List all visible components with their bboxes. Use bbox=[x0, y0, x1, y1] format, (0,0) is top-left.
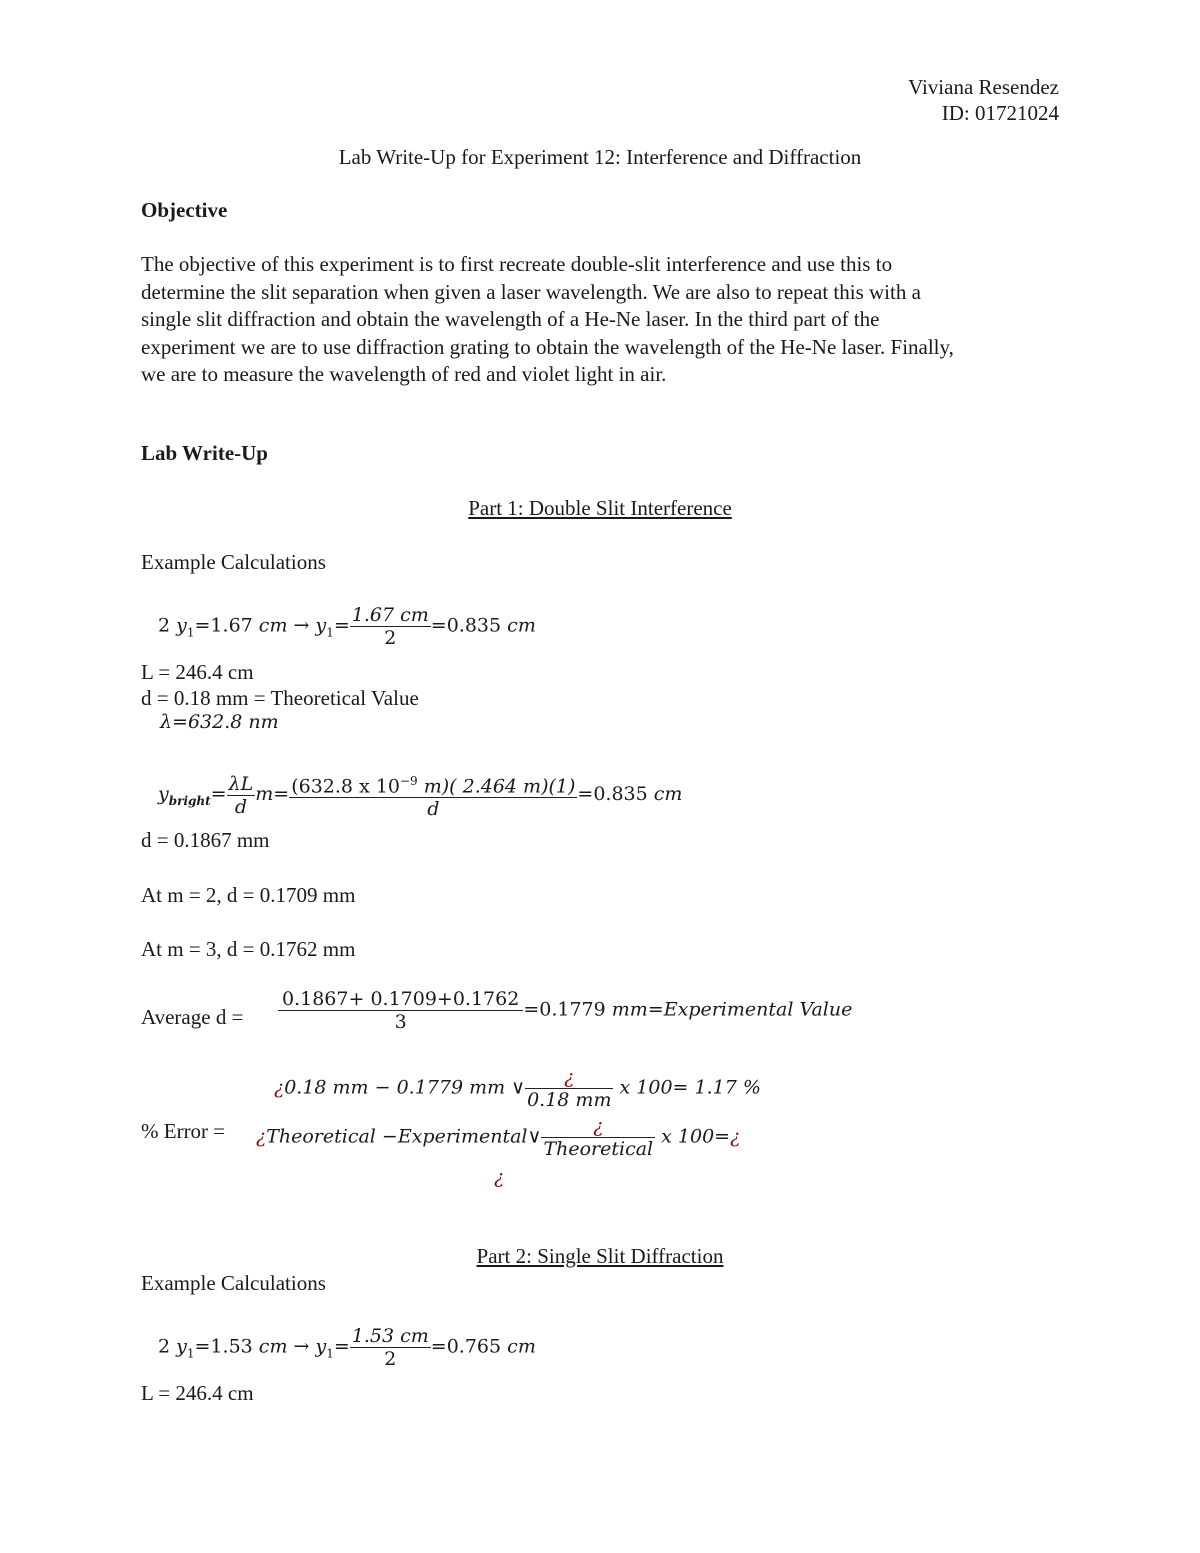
fraction: $\frac{¿}{\text{Theoretical}}$ bbox=[543, 1115, 654, 1160]
part1-m3-result: At m = 3, d = 0.1762 mm bbox=[141, 937, 356, 961]
percent-error-row2: ¿Theoretical −Experimental∨ $\frac{¿}{\text{Theoretical}}$ x 100=¿ bbox=[256, 1115, 741, 1160]
part1-equation-ybright: $y_{bright}=$ $\frac{\lambda L}{d}$ m= $\frac{(632.8 x 10^{-9} m)( 2.464 m)(1)}{d}$ =0.835 cm bbox=[158, 770, 682, 820]
part1-L-value: L = 246.4 cm bbox=[141, 660, 254, 684]
objective-line: single slit diffraction and obtain the wavelength of a He-Ne laser. In the third part of the bbox=[141, 307, 880, 331]
objective-line: determine the slit separation when given a laser wavelength. We are also to repeat this with a bbox=[141, 279, 921, 304]
author-name: Viviana Resendez bbox=[908, 75, 1059, 99]
fraction: $\frac{¿}{0.18 mm}$ bbox=[527, 1066, 612, 1111]
objective-heading: Objective bbox=[141, 198, 228, 222]
part2-L-value: L = 246.4 cm bbox=[141, 1381, 254, 1405]
part1-lambda: λ=632.8 nm bbox=[160, 711, 279, 733]
writeup-heading: Lab Write-Up bbox=[141, 441, 268, 465]
part2-title: Part 2: Single Slit Diffraction bbox=[476, 1244, 724, 1268]
average-d-label: Average d = bbox=[141, 1005, 244, 1029]
fraction: $\frac{0.1867+ 0.1709+0.1762}{3}$ bbox=[278, 988, 523, 1033]
part2-equation-y1: 2 $y_1=1.53$ cm → $y_1=$ $\frac{1.53 cm}{2}$ =0.765 cm bbox=[158, 1325, 536, 1370]
objective-paragraph bbox=[141, 251, 1061, 389]
student-id: ID: 01721024 bbox=[941, 101, 1059, 125]
part1-d-theoretical: d = 0.18 mm = Theoretical Value bbox=[141, 686, 419, 710]
page-title: Lab Write-Up for Experiment 12: Interference and Diffraction bbox=[338, 145, 862, 169]
fraction: $\frac{1.67 cm}{2}$ bbox=[351, 604, 429, 649]
part1-d-result: d = 0.1867 mm bbox=[141, 828, 270, 852]
percent-error-row1: ¿0.18 mm − 0.1779 mm ∨ $\frac{¿}{0.18 mm}$ x 100= 1.17 % bbox=[274, 1066, 761, 1111]
fraction: $\frac{(632.8 x 10^{-9} m)( 2.464 m)(1)}{d}$ bbox=[289, 770, 577, 820]
part1-equation-y1: 2 $y_1=1.67$ cm → $y_1=$ $\frac{1.67 cm}{2}$ =0.835 cm bbox=[158, 604, 536, 649]
fraction: $\frac{\lambda L}{d}$ bbox=[228, 772, 254, 818]
part1-m2-result: At m = 2, d = 0.1709 mm bbox=[141, 883, 356, 907]
objective-line: The objective of this experiment is to first recreate double-slit interference and use this to bbox=[141, 252, 893, 276]
fraction: $\frac{1.53 cm}{2}$ bbox=[351, 1325, 429, 1370]
percent-error-row3: ¿ bbox=[494, 1166, 505, 1188]
average-d-equation: $\frac{0.1867+ 0.1709+0.1762}{3}$ =0.1779 mm=Experimental Value bbox=[278, 988, 852, 1033]
part1-example-label: Example Calculations bbox=[141, 550, 326, 574]
objective-line: experiment we are to use diffraction grating to obtain the wavelength of the He-Ne laser. Finally, bbox=[141, 334, 954, 359]
objective-line: we are to measure the wavelength of red and violet light in air. bbox=[141, 362, 667, 386]
percent-error-label: % Error = bbox=[141, 1119, 226, 1143]
part1-title: Part 1: Double Slit Interference bbox=[468, 496, 732, 520]
part2-example-label: Example Calculations bbox=[141, 1271, 326, 1295]
